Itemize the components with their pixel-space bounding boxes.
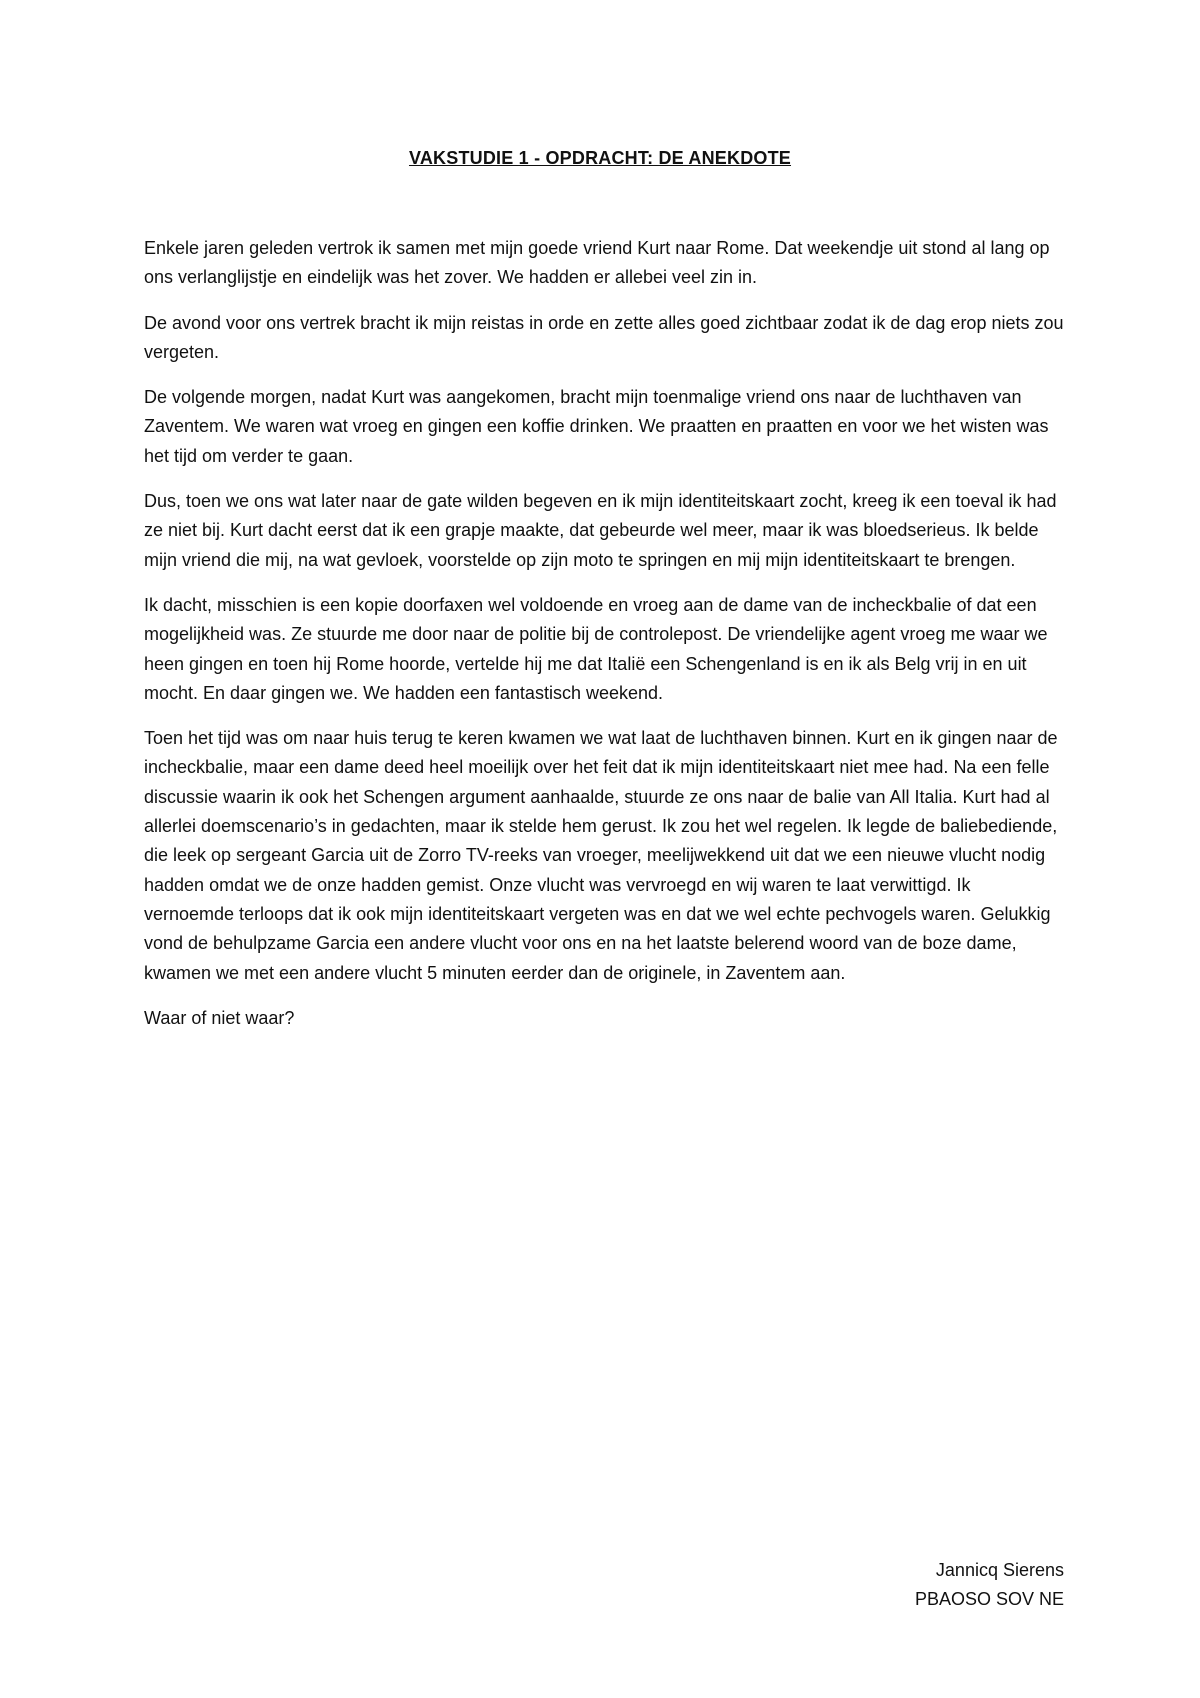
paragraph: Dus, toen we ons wat later naar de gate wilden begeven en ik mijn identiteitskaart zocht, kreeg ik een toeval ik had ze niet bij. Kurt dacht eerst dat ik een grapje maakte, dat gebeurde wel meer, maar ik was bloedserieus. Ik belde mijn vriend die mij, na wat gevloek, voorstelde op zijn moto te springen en mij mijn identiteitskaart te brengen.	[144, 491, 1057, 570]
program-name: PBAOSO SOV NE	[914, 1589, 1064, 1609]
author-name: Jannicq Sierens	[935, 1560, 1064, 1580]
document-body	[144, 234, 1064, 1049]
signature-block	[915, 1556, 1064, 1614]
document-title: VAKSTUDIE 1 - OPDRACHT: DE ANEKDOTE	[408, 148, 792, 168]
paragraph: De volgende morgen, nadat Kurt was aangekomen, bracht mijn toenmalige vriend ons naar de luchthaven van Zaventem. We waren wat vroeg en gingen een koffie drinken. We praatten en praatten en voor we het wisten was het tijd om verder te gaan.	[144, 387, 1049, 466]
paragraph: De avond voor ons vertrek bracht ik mijn reistas in orde en zette alles goed zichtbaar zodat ik de dag erop niets zou vergeten.	[144, 312, 1064, 362]
paragraph: Ik dacht, misschien is een kopie doorfaxen wel voldoende en vroeg aan de dame van de incheckbalie of dat een mogelijkheid was. Ze stuurde me door naar de politie bij de controlepost. De vriendelijke agent vroeg me waar we heen gingen en toen hij Rome hoorde, vertelde hij me dat Italië een Schengenland is en ik als Belg vrij in en uit mocht. En daar gingen we. We hadden een fantastisch weekend.	[144, 594, 1048, 703]
paragraph: Toen het tijd was om naar huis terug te keren kwamen we wat laat de luchthaven binnen. Kurt en ik gingen naar de incheckbalie, maar een dame deed heel moeilijk over het feit dat ik mijn identiteitskaart niet mee had. Na een felle discussie waarin ik ook het Schengen argument aanhaalde, stuurde ze ons naar de balie van All Italia. Kurt had al allerlei doemscenario’s in gedachten, maar ik stelde hem gerust. Ik zou het wel regelen. Ik legde de baliebediende, die leek op sergeant Garcia uit de Zorro TV-reeks van vroeger, meelijwekkend uit dat we een nieuwe vlucht nodig hadden omdat we de onze hadden gemist. Onze vlucht was vervroegd en wij waren te laat verwittigd. Ik vernoemde terloops dat ik ook mijn identiteitskaart vergeten was en dat we wel echte pechvogels waren. Gelukkig vond de behulpzame Garcia een andere vlucht voor ons en na het laatste belerend woord van de boze dame, kwamen we met een andere vlucht 5 minuten eerder dan de originele, in Zaventem aan.	[144, 728, 1058, 983]
closing-question: Waar of niet waar?	[144, 1007, 295, 1028]
paragraph: Enkele jaren geleden vertrok ik samen met mijn goede vriend Kurt naar Rome. Dat weekendje uit stond al lang op ons verlanglijstje en eindelijk was het zover. We hadden er allebei veel zin in.	[144, 238, 1050, 288]
